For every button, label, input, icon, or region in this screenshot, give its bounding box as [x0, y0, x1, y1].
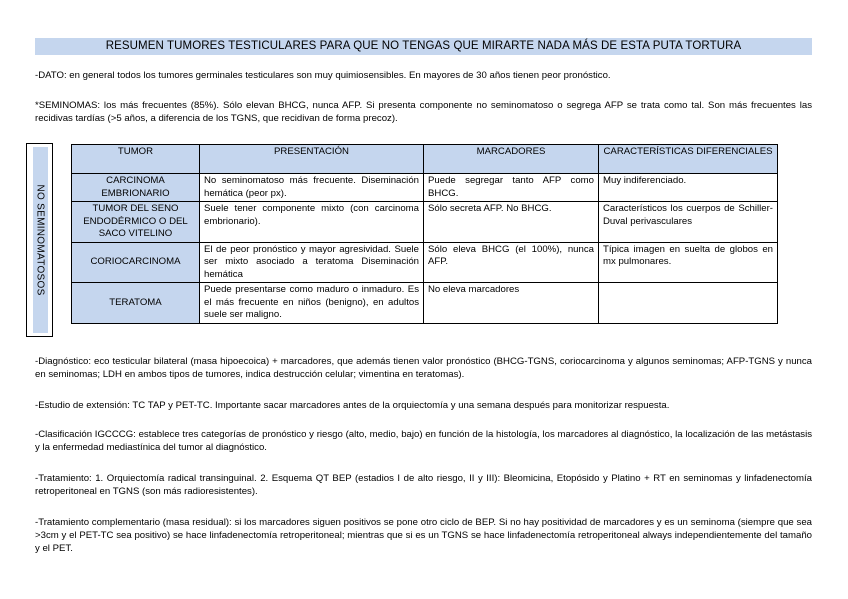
caracteristicas-cell — [599, 283, 778, 324]
tumor-cell: CARCINOMA EMBRIONARIO — [72, 174, 200, 202]
header-marcadores: MARCADORES — [424, 145, 599, 174]
side-label-no-seminomatosos: NO SEMINOMATOSOS — [34, 184, 46, 296]
caracteristicas-cell: Característicos los cuerpos de Schiller-Duval perivasculares — [599, 202, 778, 243]
table-row — [72, 174, 778, 202]
complementario-paragraph: -Tratamiento complementario (masa residual): si los marcadores siguen positivos se pone otro ciclo de BEP. Si no hay positividad de marcadores y es un seminoma (siempre que sea >3cm y el PET-TC sea positivo) se hace linfadenectomía retroperitoneal; mientras que si es un TGNS se hace linfadenectomía retroperitoneal always independientemente del tamaño y el PET. — [35, 517, 812, 554]
dato-paragraph: -DATO: en general todos los tumores germinales testiculares son muy quimiosensibles. En mayores de 30 años tienen peor pronóstico. — [35, 70, 611, 81]
tratamiento-paragraph: -Tratamiento: 1. Orquiectomía radical transinguinal. 2. Esquema QT BEP (estadios I de alto riesgo, II y III): Bleomicina, Etopósido y Platino + RT en seminomas y linfadenectomía retroperitoneal en TGNS (son más radioresistentes). — [35, 473, 812, 497]
caracteristicas-cell: Muy indiferenciado. — [599, 174, 778, 202]
diagnostico-paragraph: -Diagnóstico: eco testicular bilateral (masa hipoecoica) + marcadores, que además tienen valor pronóstico (BHCG-TGNS, coriocarcinoma y algunos seminomas; AFP-TGNS y nunca en seminomas; LDH en ambos tipos de tumores, indica destrucción celular; vimentina en teratomas). — [35, 356, 812, 380]
seminomas-paragraph: *SEMINOMAS: los más frecuentes (85%). Sólo elevan BHCG, nunca AFP. Si presenta componente no seminomatoso o segrega AFP se trata como tal. Son más frecuentes las recidivas tardías (>5 años, a diferencia de los TGNS, que recidivan de forma precoz). — [35, 100, 812, 124]
tumor-cell: CORIOCARCINOMA — [72, 242, 200, 283]
table-row — [72, 202, 778, 243]
presentacion-cell: No seminomatoso más frecuente. Diseminación hemática (peor px). — [200, 174, 424, 202]
header-caracteristicas: CARACTERÍSTICAS DIFERENCIALES — [599, 145, 778, 174]
extension-paragraph: -Estudio de extensión: TC TAP y PET-TC. Importante sacar marcadores antes de la orquiectomía y una semana después para monitorizar respuesta. — [35, 400, 670, 411]
marcadores-cell: Sólo secreta AFP. No BHCG. — [424, 202, 599, 243]
marcadores-cell: Sólo eleva BHCG (el 100%), nunca AFP. — [424, 242, 599, 283]
presentacion-cell: Puede presentarse como maduro o inmaduro. Es el más frecuente en niños (benigno), en adultos suele ser maligno. — [200, 283, 424, 324]
header-presentacion: PRESENTACIÓN — [200, 145, 424, 174]
presentacion-cell: Suele tener componente mixto (con carcinoma embrionario). — [200, 202, 424, 243]
presentacion-cell: El de peor pronóstico y mayor agresividad. Suele ser mixto asociado a teratoma Diseminación hemática — [200, 242, 424, 283]
marcadores-cell: Puede segregar tanto AFP como BHCG. — [424, 174, 599, 202]
clasificacion-paragraph: -Clasificación IGCCCG: establece tres categorías de pronóstico y riesgo (alto, medio, bajo) en función de la histología, los marcadores al diagnóstico, la localización de las metástasis y la enfermedad mediastínica del tumor al diagnóstico. — [35, 429, 812, 453]
caracteristicas-cell: Típica imagen en suelta de globos en mx pulmonares. — [599, 242, 778, 283]
tumor-cell: TERATOMA — [72, 283, 200, 324]
tumor-cell: TUMOR DEL SENO ENDODÉRMICO O DEL SACO VITELINO — [72, 202, 200, 243]
header-tumor: TUMOR — [72, 145, 200, 174]
page-title: RESUMEN TUMORES TESTICULARES PARA QUE NO TENGAS QUE MIRARTE NADA MÁS DE ESTA PUTA TORTURA — [35, 38, 812, 55]
marcadores-cell: No eleva marcadores — [424, 283, 599, 324]
table-row — [72, 242, 778, 283]
table-header-row — [72, 145, 778, 174]
tumors-table — [71, 144, 778, 324]
table-row — [72, 283, 778, 324]
